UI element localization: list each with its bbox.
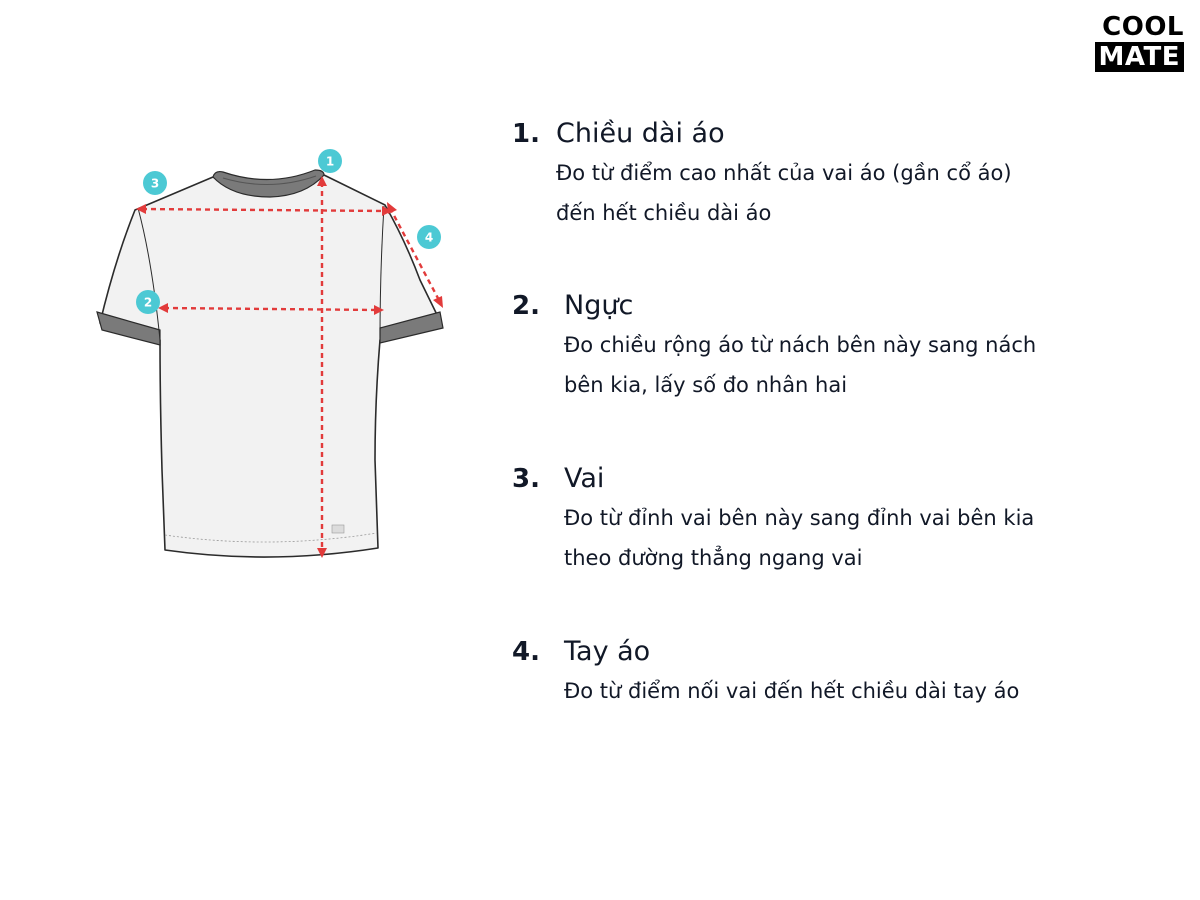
tshirt-shape xyxy=(100,175,442,557)
guide-item-length xyxy=(512,118,1112,233)
marker-1 xyxy=(318,149,342,173)
item-description-line: đến hết chiều dài áo xyxy=(556,201,772,225)
item-number: 1. xyxy=(512,119,540,149)
shirt-tag xyxy=(332,525,344,533)
guide-item-sleeve xyxy=(512,636,1112,711)
guide-item-chest xyxy=(512,290,1112,405)
marker-3 xyxy=(143,171,167,195)
tshirt-svg xyxy=(80,140,460,580)
svg-text:1: 1 xyxy=(325,154,335,169)
logo-text-bottom: MATE xyxy=(1095,42,1184,72)
item-title: Tay áo xyxy=(564,636,651,667)
item-description-line: theo đường thẳng ngang vai xyxy=(564,546,863,570)
item-description xyxy=(564,671,1112,711)
svg-text:3: 3 xyxy=(150,176,160,191)
item-number: 3. xyxy=(512,464,540,494)
sleeve-arrow-top xyxy=(387,202,397,214)
guide-item-shoulder xyxy=(512,463,1112,578)
coolmate-logo xyxy=(1095,14,1184,72)
tshirt-diagram xyxy=(80,140,460,580)
item-description-line: bên kia, lấy số đo nhân hai xyxy=(564,373,848,397)
item-title: Chiều dài áo xyxy=(556,118,725,149)
item-description xyxy=(564,498,1112,578)
item-description-line: Đo chiều rộng áo từ nách bên này sang nách xyxy=(564,333,1037,357)
logo-text-top: COOL xyxy=(1102,12,1184,42)
sleeve-arrow-bottom xyxy=(433,296,443,308)
item-title: Ngực xyxy=(564,290,634,321)
item-number: 2. xyxy=(512,291,540,321)
item-description-line: Đo từ đỉnh vai bên này sang đỉnh vai bên kia xyxy=(564,506,1035,530)
item-description xyxy=(564,325,1112,405)
marker-2 xyxy=(136,290,160,314)
item-number: 4. xyxy=(512,637,540,667)
svg-text:2: 2 xyxy=(143,295,153,310)
item-title: Vai xyxy=(564,463,605,494)
item-description xyxy=(556,153,1112,233)
item-description-line: Đo từ điểm cao nhất của vai áo (gần cổ áo) xyxy=(556,161,1012,185)
item-description-line: Đo từ điểm nối vai đến hết chiều dài tay áo xyxy=(564,679,1020,703)
marker-4 xyxy=(417,225,441,249)
svg-text:4: 4 xyxy=(424,230,434,245)
